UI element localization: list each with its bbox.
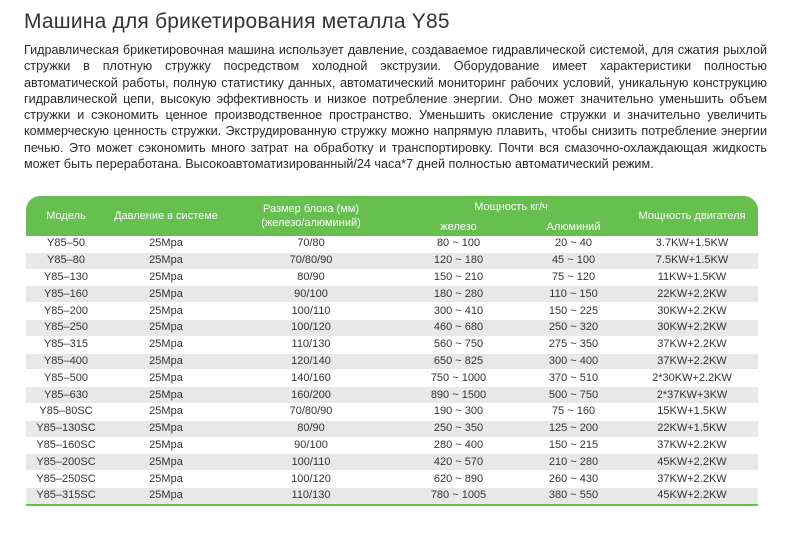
- cell-model: Y85–160SC: [26, 438, 106, 455]
- cell-motor-power: 37KW+2.2KW: [626, 471, 758, 488]
- cell-capacity-iron: 890 ~ 1500: [396, 387, 521, 404]
- header-capacity-iron: железо: [396, 218, 521, 236]
- cell-pressure: 25Mpa: [106, 303, 226, 320]
- cell-capacity-iron: 300 ~ 410: [396, 303, 521, 320]
- header-block-size: Размер блока (мм) (железо/алюминий): [226, 196, 396, 236]
- cell-capacity-aluminum: 300 ~ 400: [521, 354, 626, 371]
- cell-model: Y85–200SC: [26, 454, 106, 471]
- page-title: Машина для брикетирования металла Y85: [24, 10, 450, 33]
- specs-table-container: [26, 196, 758, 506]
- cell-block-size: 90/100: [226, 286, 396, 303]
- cell-model: Y85–80SC: [26, 404, 106, 421]
- cell-pressure: 25Mpa: [106, 320, 226, 337]
- table-row: [26, 438, 758, 455]
- cell-motor-power: 22KW+1.5KW: [626, 421, 758, 438]
- cell-capacity-aluminum: 45 ~ 100: [521, 253, 626, 270]
- cell-capacity-aluminum: 150 ~ 215: [521, 438, 626, 455]
- cell-motor-power: 30KW+2.2KW: [626, 303, 758, 320]
- header-pressure: Давление в системе: [106, 196, 226, 236]
- cell-capacity-iron: 280 ~ 400: [396, 438, 521, 455]
- cell-pressure: 25Mpa: [106, 354, 226, 371]
- specs-table-header: [26, 196, 758, 236]
- cell-capacity-aluminum: 250 ~ 320: [521, 320, 626, 337]
- cell-capacity-aluminum: 275 ~ 350: [521, 337, 626, 354]
- cell-block-size: 70/80/90: [226, 404, 396, 421]
- cell-pressure: 25Mpa: [106, 438, 226, 455]
- cell-block-size: 90/100: [226, 438, 396, 455]
- cell-block-size: 70/80: [226, 236, 396, 253]
- cell-block-size: 120/140: [226, 354, 396, 371]
- table-row: [26, 488, 758, 506]
- table-row: [26, 236, 758, 253]
- cell-pressure: 25Mpa: [106, 404, 226, 421]
- cell-capacity-aluminum: 500 ~ 750: [521, 387, 626, 404]
- cell-motor-power: 3.7KW+1.5KW: [626, 236, 758, 253]
- table-row: [26, 270, 758, 287]
- table-row: [26, 471, 758, 488]
- table-row: [26, 303, 758, 320]
- cell-model: Y85–315: [26, 337, 106, 354]
- cell-motor-power: 15KW+1.5KW: [626, 404, 758, 421]
- cell-block-size: 140/160: [226, 370, 396, 387]
- cell-capacity-aluminum: 75 ~ 160: [521, 404, 626, 421]
- cell-capacity-aluminum: 20 ~ 40: [521, 236, 626, 253]
- cell-model: Y85–315SC: [26, 488, 106, 506]
- cell-model: Y85–500: [26, 370, 106, 387]
- cell-pressure: 25Mpa: [106, 236, 226, 253]
- cell-block-size: 160/200: [226, 387, 396, 404]
- cell-block-size: 80/90: [226, 270, 396, 287]
- cell-motor-power: 30KW+2.2KW: [626, 320, 758, 337]
- header-motor-power: Мощность двигателя: [626, 196, 758, 236]
- cell-block-size: 100/120: [226, 320, 396, 337]
- cell-capacity-aluminum: 260 ~ 430: [521, 471, 626, 488]
- table-row: [26, 421, 758, 438]
- cell-motor-power: 45KW+2.2KW: [626, 454, 758, 471]
- cell-capacity-aluminum: 125 ~ 200: [521, 421, 626, 438]
- cell-motor-power: 7.5KW+1.5KW: [626, 253, 758, 270]
- cell-capacity-iron: 80 ~ 100: [396, 236, 521, 253]
- cell-motor-power: 45KW+2.2KW: [626, 488, 758, 506]
- cell-capacity-iron: 650 ~ 825: [396, 354, 521, 371]
- cell-model: Y85–630: [26, 387, 106, 404]
- cell-capacity-aluminum: 75 ~ 120: [521, 270, 626, 287]
- cell-capacity-iron: 120 ~ 180: [396, 253, 521, 270]
- cell-motor-power: 22KW+2.2KW: [626, 286, 758, 303]
- table-row: [26, 354, 758, 371]
- cell-capacity-iron: 150 ~ 210: [396, 270, 521, 287]
- cell-model: Y85–130: [26, 270, 106, 287]
- cell-capacity-aluminum: 110 ~ 150: [521, 286, 626, 303]
- cell-model: Y85–250: [26, 320, 106, 337]
- table-row: [26, 320, 758, 337]
- cell-block-size: 110/130: [226, 488, 396, 506]
- cell-pressure: 25Mpa: [106, 337, 226, 354]
- table-row: [26, 286, 758, 303]
- cell-motor-power: 11KW+1.5KW: [626, 270, 758, 287]
- cell-motor-power: 37KW+2.2KW: [626, 337, 758, 354]
- product-description: Гидравлическая брикетировочная машина использует давление, создаваемое гидравлической системой, для сжатия рыхлой стружки в плотную стружку посредством холодной экструзии. Оборудование имеет характеристики полностью автоматической работы, полную статистику данных, автоматический мониторинг рабочих условий, уникальную конструкцию гидравлической цепи, высокую эффективность и низкое потребление энергии. Оно может значительно уменьшить объем стружки и сэкономить ценное производственное пространство. Уменьшить окисление стружки и значительно увеличить коммерческую ценность стружки. Экструдированную стружку можно напрямую плавить, чтобы снизить потребление энергии печью. Это может сэкономить много затрат на обработку и транспортировку. Почти вся смазочно-охлаждающая жидкость может быть переработана. Высокоавтоматизированный/24 часа*7 дней полностью автоматический режим.: [24, 43, 767, 172]
- cell-capacity-iron: 180 ~ 280: [396, 286, 521, 303]
- cell-model: Y85–200: [26, 303, 106, 320]
- cell-pressure: 25Mpa: [106, 471, 226, 488]
- table-row: [26, 253, 758, 270]
- cell-pressure: 25Mpa: [106, 387, 226, 404]
- header-capacity: Мощность кг/ч: [396, 196, 626, 218]
- cell-pressure: 25Mpa: [106, 488, 226, 506]
- specs-table: [26, 196, 758, 506]
- cell-pressure: 25Mpa: [106, 286, 226, 303]
- cell-model: Y85–50: [26, 236, 106, 253]
- cell-pressure: 25Mpa: [106, 370, 226, 387]
- cell-capacity-aluminum: 210 ~ 280: [521, 454, 626, 471]
- cell-capacity-aluminum: 150 ~ 225: [521, 303, 626, 320]
- cell-block-size: 110/130: [226, 337, 396, 354]
- cell-block-size: 100/110: [226, 303, 396, 320]
- cell-pressure: 25Mpa: [106, 253, 226, 270]
- cell-model: Y85–160: [26, 286, 106, 303]
- cell-model: Y85–130SC: [26, 421, 106, 438]
- cell-block-size: 70/80/90: [226, 253, 396, 270]
- cell-pressure: 25Mpa: [106, 454, 226, 471]
- cell-capacity-iron: 780 ~ 1005: [396, 488, 521, 506]
- cell-capacity-iron: 190 ~ 300: [396, 404, 521, 421]
- cell-block-size: 100/110: [226, 454, 396, 471]
- cell-model: Y85–250SC: [26, 471, 106, 488]
- header-model: Модель: [26, 196, 106, 236]
- cell-capacity-iron: 250 ~ 350: [396, 421, 521, 438]
- cell-capacity-iron: 750 ~ 1000: [396, 370, 521, 387]
- cell-capacity-aluminum: 370 ~ 510: [521, 370, 626, 387]
- cell-pressure: 25Mpa: [106, 270, 226, 287]
- cell-capacity-iron: 420 ~ 570: [396, 454, 521, 471]
- cell-motor-power: 37KW+2.2KW: [626, 438, 758, 455]
- cell-block-size: 80/90: [226, 421, 396, 438]
- cell-motor-power: 2*37KW+3KW: [626, 387, 758, 404]
- cell-capacity-iron: 560 ~ 750: [396, 337, 521, 354]
- cell-model: Y85–400: [26, 354, 106, 371]
- table-row: [26, 454, 758, 471]
- table-row: [26, 387, 758, 404]
- cell-capacity-aluminum: 380 ~ 550: [521, 488, 626, 506]
- table-row: [26, 337, 758, 354]
- header-capacity-aluminum: Алюминий: [521, 218, 626, 236]
- specs-table-body: [26, 236, 758, 506]
- cell-motor-power: 37KW+2.2KW: [626, 354, 758, 371]
- cell-capacity-iron: 620 ~ 890: [396, 471, 521, 488]
- cell-model: Y85–80: [26, 253, 106, 270]
- cell-block-size: 100/120: [226, 471, 396, 488]
- table-row: [26, 404, 758, 421]
- cell-pressure: 25Mpa: [106, 421, 226, 438]
- cell-motor-power: 2*30KW+2.2KW: [626, 370, 758, 387]
- table-row: [26, 370, 758, 387]
- cell-capacity-iron: 460 ~ 680: [396, 320, 521, 337]
